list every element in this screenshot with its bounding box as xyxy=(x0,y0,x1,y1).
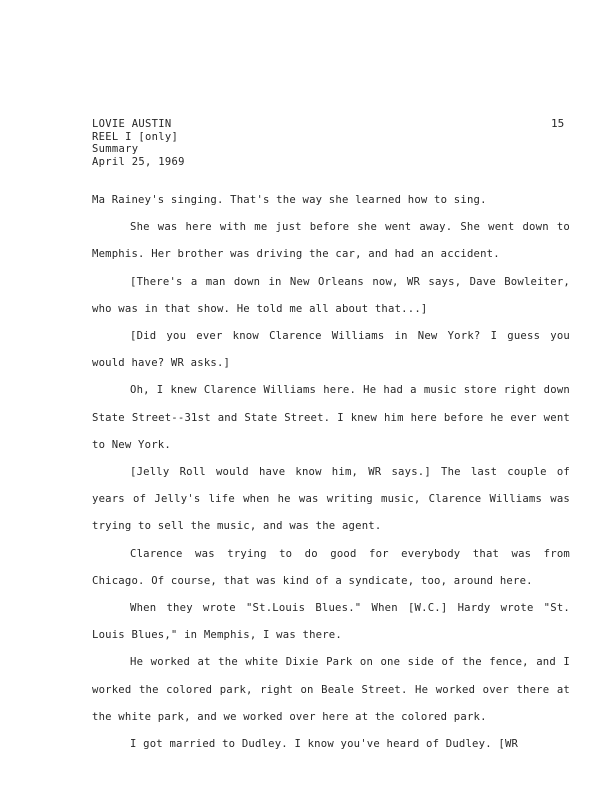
paragraph: I got married to Dudley. I know you've heard of Dudley. [WR xyxy=(130,738,519,751)
header-doc-type: Summary xyxy=(92,143,139,155)
paragraph: Ma Rainey's singing. That's the way she learned how to sing. xyxy=(92,194,487,206)
header-date: April 25, 1969 xyxy=(92,155,185,168)
document-header xyxy=(92,118,185,168)
paragraph: [Did you ever know Clarence Williams in New York? I guess you would have? WR asks.] xyxy=(92,330,570,370)
paragraph: When they wrote "St.Louis Blues." When [W.C.] Hardy wrote "St. Louis Blues," in Memphis, I was there. xyxy=(92,602,570,642)
header-title: LOVIE AUSTIN xyxy=(92,118,172,130)
paragraph: Oh, I knew Clarence Williams here. He had a music store right down State Street--31st and State Street. I knew him here before he ever went to New York. xyxy=(92,384,570,451)
header-reel: REEL I [only] xyxy=(92,130,179,143)
paragraph: [There's a man down in New Orleans now, WR says, Dave Bowleiter, who was in that show. He told me all about that...] xyxy=(92,275,570,315)
paragraph: [Jelly Roll would have know him, WR says.] The last couple of years of Jelly's life when he was writing music, Clarence Williams was trying to sell the music, and was the agent. xyxy=(92,466,570,533)
transcript-body xyxy=(92,187,570,758)
page-number: 15 xyxy=(551,117,565,130)
paragraph: Clarence was trying to do good for everybody that was from Chicago. Of course, that was kind of a syndicate, too, around here. xyxy=(92,547,570,587)
paragraph: He worked at the white Dixie Park on one side of the fence, and I worked the colored park, right on Beale Street. He worked over there at the white park, and we worked over here at the colored park. xyxy=(92,656,570,723)
paragraph: She was here with me just before she went away. She went down to Memphis. Her brother was driving the car, and had an accident. xyxy=(92,221,570,261)
